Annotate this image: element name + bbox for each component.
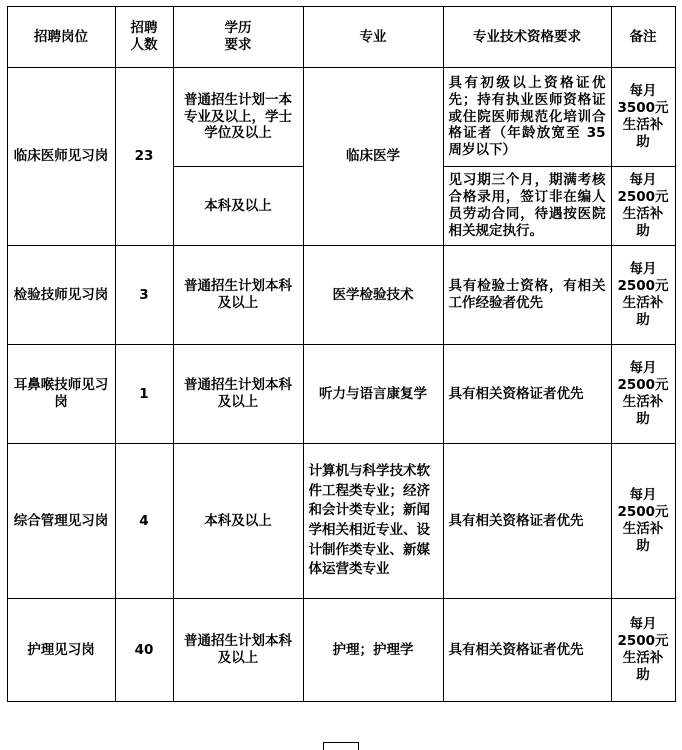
cell-qualification: 具有相关资格证者优先: [443, 345, 611, 444]
cell-count: 1: [115, 345, 173, 444]
bottom-tick-box: [323, 742, 359, 750]
cell-major: 医学检验技术: [303, 246, 443, 345]
cell-qualification-bottom: 见习期三个月，期满考核合格录用，签订非在编人员劳动合同，待遇按医院相关规定执行。: [443, 167, 611, 246]
cell-count: 3: [115, 246, 173, 345]
table-row: [7, 246, 675, 345]
table-header-row: [7, 7, 675, 68]
header-post: 招聘岗位: [7, 7, 115, 68]
cell-qualification: 具有相关资格证者优先: [443, 444, 611, 599]
cell-remark: 每月2500元生活补助: [611, 246, 675, 345]
cell-major: 护理；护理学: [303, 599, 443, 702]
header-education-line2: 要求: [224, 37, 252, 53]
header-major: 专业: [303, 7, 443, 68]
cell-remark: 每月2500元生活补助: [611, 444, 675, 599]
header-count-line1: 招聘: [130, 20, 158, 37]
table-row: [7, 345, 675, 444]
cell-post: 护理见习岗: [7, 599, 115, 702]
cell-education-top: 普通招生计划一本专业及以上，学士学位及以上: [173, 68, 303, 167]
table-body: [7, 68, 675, 702]
header-count-line2: 人数: [130, 37, 158, 53]
cell-remark: 每月2500元生活补助: [611, 599, 675, 702]
cell-education: 普通招生计划本科及以上: [173, 345, 303, 444]
cell-count: 23: [115, 68, 173, 246]
header-remark: 备注: [611, 7, 675, 68]
cell-major: 计算机与科学技术软件工程类专业；经济和会计类专业；新闻学相关相近专业、设计制作类专业、新媒体运营类专业: [303, 444, 443, 599]
cell-qualification-top: 具有初级以上资格证优先；持有执业医师资格证或住院医师规范化培训合格证者（年龄放宽至 35 周岁以下）: [443, 68, 611, 167]
recruitment-table: [7, 6, 676, 702]
cell-remark-bottom: 每月2500元生活补助: [611, 167, 675, 246]
table-header: [7, 7, 675, 68]
header-qualification: 专业技术资格要求: [443, 7, 611, 68]
cell-remark: 每月2500元生活补助: [611, 345, 675, 444]
cell-major: 听力与语言康复学: [303, 345, 443, 444]
table-row: [7, 599, 675, 702]
header-education: [173, 7, 303, 68]
table-row: [7, 444, 675, 599]
cell-count: 40: [115, 599, 173, 702]
cell-count: 4: [115, 444, 173, 599]
cell-remark-top: 每月3500元生活补助: [611, 68, 675, 167]
cell-education: 普通招生计划本科及以上: [173, 599, 303, 702]
cell-post: 检验技师见习岗: [7, 246, 115, 345]
cell-post: 耳鼻喉技师见习岗: [7, 345, 115, 444]
cell-education: 普通招生计划本科及以上: [173, 246, 303, 345]
table-row: [7, 68, 675, 167]
cell-education: 本科及以上: [173, 444, 303, 599]
cell-qualification: 具有相关资格证者优先: [443, 599, 611, 702]
cell-post: 临床医师见习岗: [7, 68, 115, 246]
header-count: [115, 7, 173, 68]
cell-post: 综合管理见习岗: [7, 444, 115, 599]
page-bottom-marker: [0, 740, 682, 750]
cell-qualification: 具有检验士资格，有相关工作经验者优先: [443, 246, 611, 345]
cell-major: 临床医学: [303, 68, 443, 246]
cell-education-bottom: 本科及以上: [173, 167, 303, 246]
header-education-line1: 学历: [224, 20, 252, 37]
